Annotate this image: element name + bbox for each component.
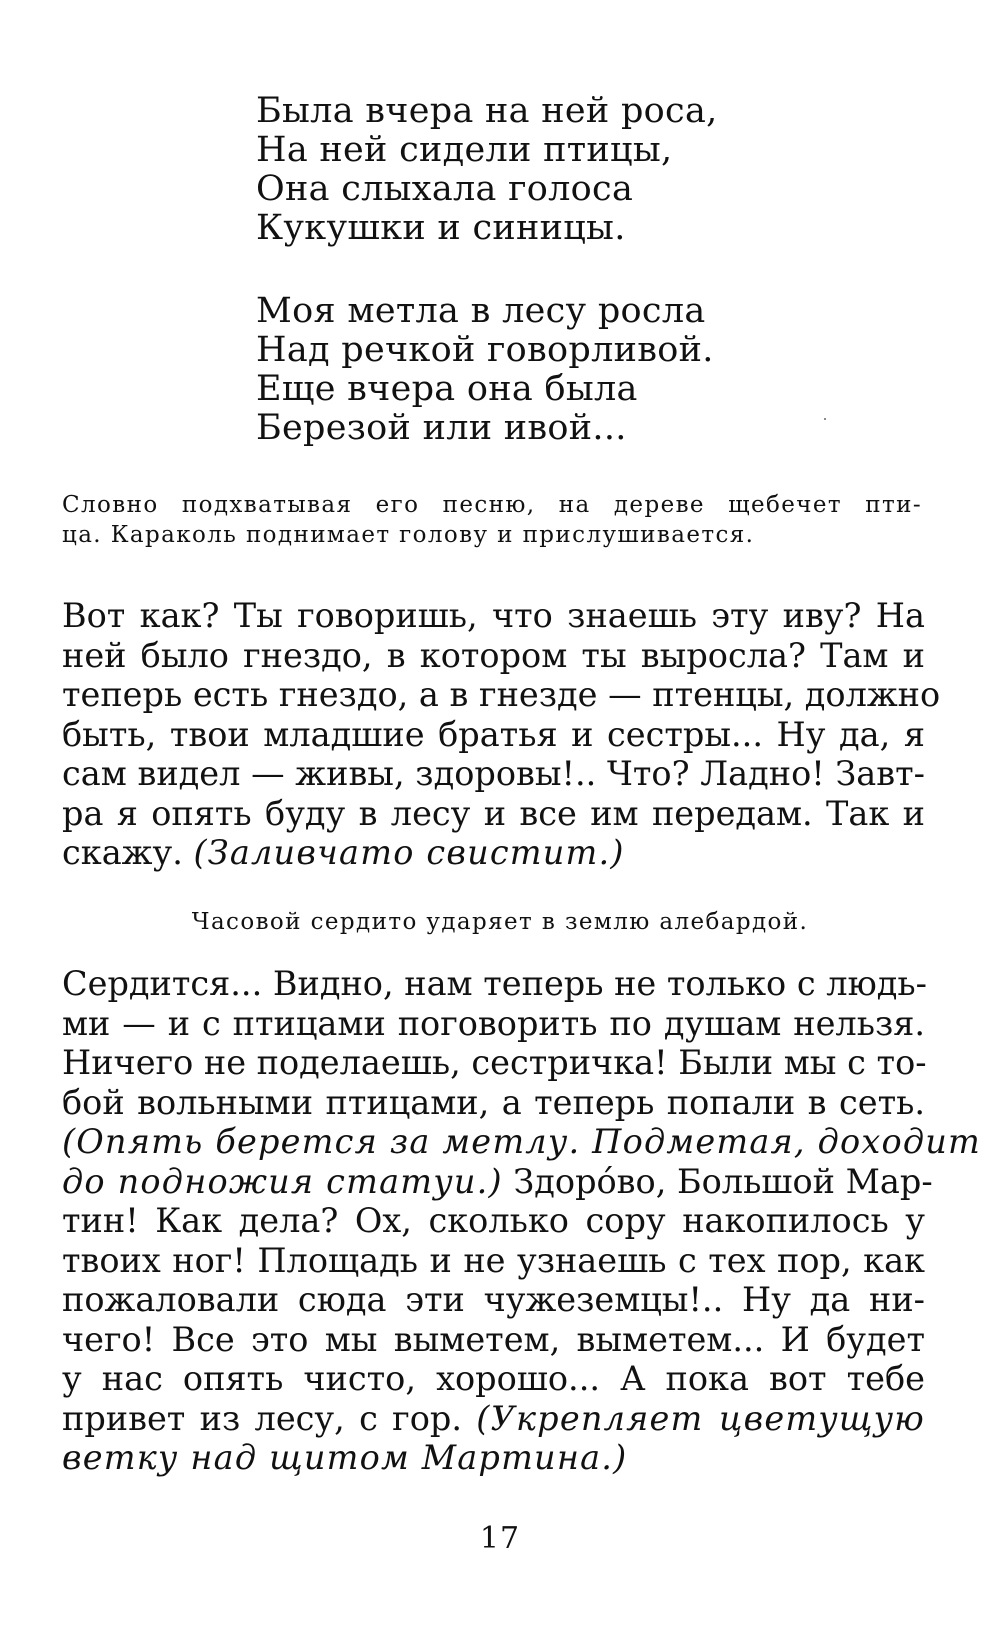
poem-line: Была вчера на ней роса, — [256, 91, 718, 131]
page-number: 17 — [479, 1521, 521, 1556]
stage-direction-line: ца. Караколь поднимает голову и прислушивается. — [62, 522, 755, 548]
paragraph-line: тин! Как дела? Ох, сколько сору накопилось у — [62, 1201, 925, 1240]
paragraph-line: Ничего не поделаешь, сестричка! Были мы с то- — [62, 1043, 927, 1082]
poem-line: На ней сидели птицы, — [256, 130, 673, 170]
paragraph-line — [62, 1161, 933, 1202]
paragraph-line — [62, 1122, 982, 1162]
paragraph-line: бой вольными птицами, а теперь попали в сеть. — [62, 1082, 925, 1122]
paragraph-line: ра я опять буду в лесу и все им передам. Так и — [62, 793, 925, 833]
inline-stage-direction: до подножия статуи.) — [62, 1161, 503, 1201]
stage-direction-line: Словно подхватывая его песню, на дереве щебечет пти- — [62, 492, 922, 518]
poem-line: Кукушки и синицы. — [256, 208, 626, 248]
paragraph-text: привет из лесу, с гор. — [62, 1398, 477, 1438]
dialogue-paragraph-2 — [62, 964, 982, 1478]
paragraph-text: Здорóво, Большой Мар- — [502, 1161, 933, 1201]
inline-stage-direction: (Заливчато свистит.) — [193, 833, 625, 872]
paragraph-text: скажу. — [62, 833, 194, 872]
paragraph-line: сам видел — живы, здоровы!.. Что? Ладно! Завт- — [62, 754, 925, 793]
paragraph-line: твоих ног! Площадь и не узнаешь с тех пор, как — [62, 1240, 925, 1280]
paragraph-line — [62, 1438, 925, 1478]
paragraph-line: у нас опять чисто, хорошо... А пока вот тебе — [62, 1359, 925, 1398]
poem-line: Моя метла в лесу росла — [256, 291, 706, 331]
paragraph-line: пожаловали сюда эти чужеземцы!.. Ну да ни- — [62, 1280, 925, 1319]
inline-stage-direction: ветку над щитом Мартина.) — [62, 1438, 628, 1477]
paragraph-line — [62, 833, 925, 873]
stage-direction-centered: Часовой сердито ударяет в землю алебардой. — [191, 909, 809, 935]
paragraph-line: Вот как? Ты говоришь, что знаешь эту иву? На — [62, 596, 925, 635]
poem-line: Березой или ивой... — [256, 408, 627, 448]
poem-line: Она слыхала голоса — [256, 169, 634, 209]
paragraph-line: быть, твои младшие братья и сестры... Ну да, я — [62, 714, 925, 754]
poem-line: Еще вчера она была — [256, 369, 638, 409]
paragraph-line: ми — и с птицами поговорить по душам нельзя. — [62, 1003, 925, 1043]
inline-stage-direction: (Опять берется за метлу. Подметая, доходит — [62, 1122, 982, 1161]
stage-direction — [62, 490, 922, 550]
paragraph-line: ней было гнездо, в котором ты выросла? Там и — [62, 635, 925, 675]
poem-stanza-1 — [256, 92, 718, 248]
paragraph-line: Сердится... Видно, нам теперь не только с людь- — [62, 964, 927, 1003]
inline-stage-direction: (Укрепляет цветущую — [476, 1398, 925, 1438]
paragraph-line: чего! Все это мы выметем, выметем... И будет — [62, 1319, 925, 1359]
print-speck — [824, 418, 826, 420]
poem-line: Над речкой говорливой. — [256, 330, 714, 370]
paragraph-line — [62, 1399, 925, 1439]
dialogue-paragraph-1 — [62, 596, 941, 873]
paragraph-line: теперь есть гнездо, а в гнезде — птенцы, должно — [62, 675, 941, 714]
poem-stanza-2 — [256, 292, 714, 448]
